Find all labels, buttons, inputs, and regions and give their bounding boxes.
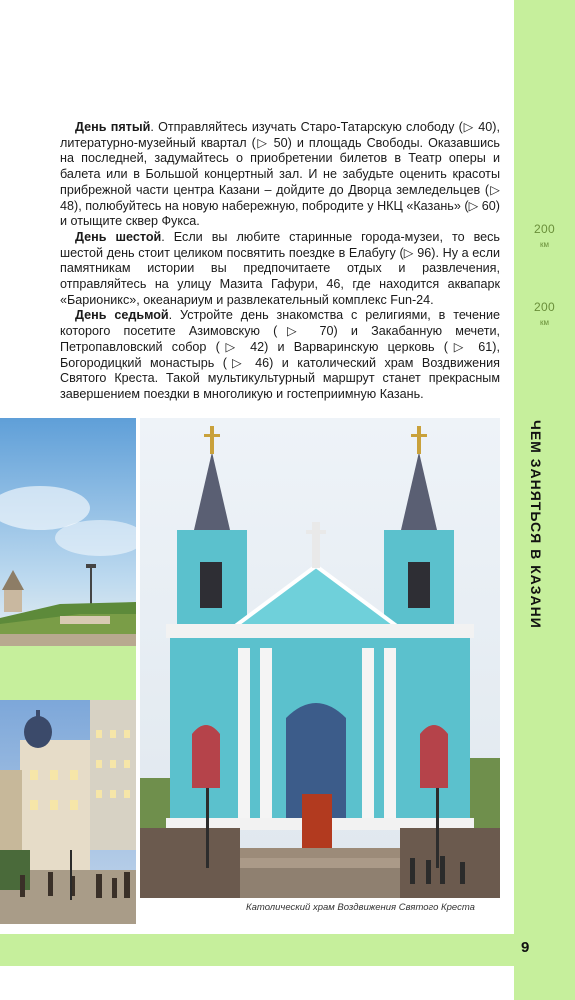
day-heading: День шестой <box>75 229 162 244</box>
distance-marker-1 <box>514 222 575 249</box>
paragraph-day-7 <box>60 308 500 402</box>
paragraph-day-5 <box>60 120 500 230</box>
footer-band <box>0 934 514 966</box>
church-image <box>140 418 500 898</box>
section-title-vertical <box>514 420 575 629</box>
photo-caption: Католический храм Воздвижения Святого Креста <box>246 902 475 913</box>
distance-unit: км <box>540 318 549 327</box>
distance-value: 200 <box>534 300 555 314</box>
distance-unit: км <box>540 240 549 249</box>
section-title: ЧЕМ ЗАНЯТЬСЯ В КАЗАНИ <box>528 420 544 629</box>
paragraph-day-6 <box>60 230 500 309</box>
kremlin-walls-photo <box>0 418 136 646</box>
paragraph-text: . Отправляйтесь изучать Старо-Татарскую слободу (▷ 40), литературно-музейный квартал (▷ 50) и площадь Свободы. Оказавшись на последней, задумайтесь о приобретении билетов в Театр оперы и балета или в Большой концертный зал. И не забудьте оценить красоты прибрежной части центра Казани – дойдите до Дворца земледельцев (▷ 48), полюбуйтесь на новую набережную, побродите у НКЦ «Казань» (▷ 60) и отыщите сквер Фукса. <box>60 120 500 229</box>
bauman-street-photo <box>0 700 136 924</box>
bauman-street-image <box>0 700 136 924</box>
paragraph-text: . Устройте день знакомства с религиями, в течение которого посетите Азимовскую (▷ 70) и Закабанную мечети, Петропавловский собор (▷ 42) и Варваринскую церковь (▷ 61), Богородицкий монастырь (▷ 46) и католический храм Воздвижения Святого Креста. Такой мультикультурный маршрут станет прекрасным завершением поездки в многоликую и гостеприимную Казань. <box>60 308 500 401</box>
body-text <box>60 120 500 403</box>
day-heading: День пятый <box>75 120 151 134</box>
catholic-church-photo <box>140 418 500 898</box>
left-color-strip <box>0 646 136 700</box>
paragraph-text: . Если вы любите старинные города-музеи, то весь шестой день стоит целиком посвятить поездке в Елабугу (▷ 96). Ну а если памятникам истории вы предпочитаете отдых и развлечения, отправляйтесь на улицу Мазита Гафури, 46, где находится аквапарк «Барионикс», океанариум и развлекательный комплекс Fun-24. <box>60 229 500 307</box>
distance-marker-2 <box>514 300 575 327</box>
kremlin-walls-image <box>0 418 136 646</box>
page-number: 9 <box>521 939 530 956</box>
distance-value: 200 <box>534 222 555 236</box>
day-heading: День седьмой <box>75 308 169 323</box>
